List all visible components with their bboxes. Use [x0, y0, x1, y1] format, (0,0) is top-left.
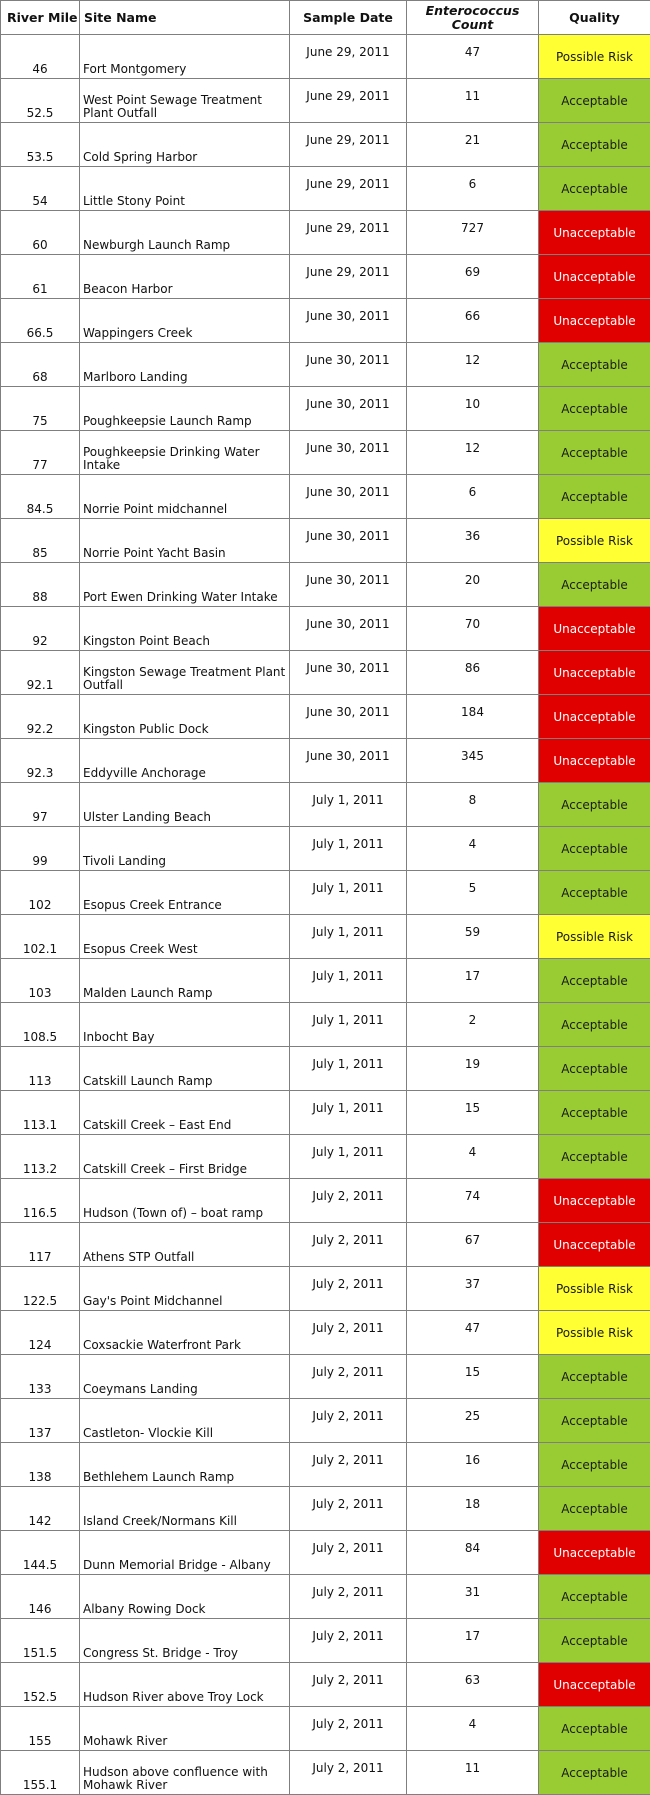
enterococcus-count-cell: 25 — [407, 1399, 539, 1443]
header-row — [1, 1, 650, 35]
site-name-cell: Castleton- Vlockie Kill — [80, 1399, 290, 1443]
site-name-cell: Norrie Point midchannel — [80, 475, 290, 519]
site-name-cell: Beacon Harbor — [80, 255, 290, 299]
enterococcus-count-cell: 69 — [407, 255, 539, 299]
table-row — [1, 651, 650, 695]
river-mile-cell: 138 — [1, 1443, 80, 1487]
table-row — [1, 35, 650, 79]
sample-date-cell: June 30, 2011 — [290, 431, 407, 475]
river-mile-cell: 116.5 — [1, 1179, 80, 1223]
site-name-cell: Poughkeepsie Launch Ramp — [80, 387, 290, 431]
quality-cell: Acceptable — [539, 959, 650, 1003]
sample-date-cell: July 1, 2011 — [290, 1003, 407, 1047]
river-mile-cell: 92.1 — [1, 651, 80, 695]
sample-date-cell: July 2, 2011 — [290, 1707, 407, 1751]
enterococcus-count-cell: 4 — [407, 827, 539, 871]
quality-cell: Unacceptable — [539, 255, 650, 299]
table-row — [1, 1399, 650, 1443]
enterococcus-count-cell: 36 — [407, 519, 539, 563]
quality-cell: Acceptable — [539, 1575, 650, 1619]
sample-date-cell: June 29, 2011 — [290, 123, 407, 167]
table-row — [1, 827, 650, 871]
quality-cell: Acceptable — [539, 827, 650, 871]
table-row — [1, 1619, 650, 1663]
sample-date-cell: June 30, 2011 — [290, 563, 407, 607]
enterococcus-count-cell: 10 — [407, 387, 539, 431]
site-name-cell: Newburgh Launch Ramp — [80, 211, 290, 255]
river-mile-cell: 85 — [1, 519, 80, 563]
table-row — [1, 783, 650, 827]
enterococcus-count-cell: 15 — [407, 1355, 539, 1399]
sample-date-cell: July 1, 2011 — [290, 871, 407, 915]
table-row — [1, 475, 650, 519]
site-name-cell: West Point Sewage Treatment Plant Outfall — [80, 79, 290, 123]
quality-cell: Possible Risk — [539, 1267, 650, 1311]
table-row — [1, 1223, 650, 1267]
table-row — [1, 211, 650, 255]
quality-cell: Acceptable — [539, 475, 650, 519]
sample-date-cell: July 2, 2011 — [290, 1311, 407, 1355]
quality-cell: Unacceptable — [539, 1531, 650, 1575]
site-name-cell: Bethlehem Launch Ramp — [80, 1443, 290, 1487]
enterococcus-count-cell: 47 — [407, 1311, 539, 1355]
river-mile-cell: 113 — [1, 1047, 80, 1091]
quality-cell: Acceptable — [539, 167, 650, 211]
site-name-cell: Fort Montgomery — [80, 35, 290, 79]
sample-date-cell: July 2, 2011 — [290, 1487, 407, 1531]
header-site-name: Site Name — [80, 1, 290, 35]
sample-date-cell: July 1, 2011 — [290, 1047, 407, 1091]
table-row — [1, 343, 650, 387]
site-name-cell: Catskill Creek – First Bridge — [80, 1135, 290, 1179]
enterococcus-count-cell: 84 — [407, 1531, 539, 1575]
table-row — [1, 1003, 650, 1047]
quality-cell: Acceptable — [539, 1091, 650, 1135]
quality-cell: Acceptable — [539, 1355, 650, 1399]
river-mile-cell: 77 — [1, 431, 80, 475]
table-row — [1, 871, 650, 915]
river-mile-cell: 122.5 — [1, 1267, 80, 1311]
table-row — [1, 1267, 650, 1311]
site-name-cell: Dunn Memorial Bridge - Albany — [80, 1531, 290, 1575]
sample-date-cell: July 2, 2011 — [290, 1223, 407, 1267]
enterococcus-count-cell: 37 — [407, 1267, 539, 1311]
river-mile-cell: 92.2 — [1, 695, 80, 739]
header-enterococcus-count — [407, 1, 539, 35]
quality-cell: Acceptable — [539, 1487, 650, 1531]
sample-date-cell: July 2, 2011 — [290, 1619, 407, 1663]
sample-date-cell: June 30, 2011 — [290, 651, 407, 695]
enterococcus-count-cell: 31 — [407, 1575, 539, 1619]
river-mile-cell: 84.5 — [1, 475, 80, 519]
table-row — [1, 607, 650, 651]
sample-date-cell: June 30, 2011 — [290, 299, 407, 343]
site-name-cell: Catskill Creek – East End — [80, 1091, 290, 1135]
enterococcus-count-cell: 345 — [407, 739, 539, 783]
quality-cell: Acceptable — [539, 1443, 650, 1487]
sample-date-cell: June 30, 2011 — [290, 607, 407, 651]
table-row — [1, 1179, 650, 1223]
table-row — [1, 167, 650, 211]
quality-cell: Acceptable — [539, 1399, 650, 1443]
table-row — [1, 1707, 650, 1751]
sample-date-cell: June 29, 2011 — [290, 79, 407, 123]
sample-date-cell: June 30, 2011 — [290, 739, 407, 783]
header-sample-date: Sample Date — [290, 1, 407, 35]
enterococcus-count-cell: 70 — [407, 607, 539, 651]
river-mile-cell: 68 — [1, 343, 80, 387]
quality-cell: Unacceptable — [539, 211, 650, 255]
table-row — [1, 1443, 650, 1487]
quality-cell: Unacceptable — [539, 607, 650, 651]
river-mile-cell: 117 — [1, 1223, 80, 1267]
river-mile-cell: 60 — [1, 211, 80, 255]
table-row — [1, 563, 650, 607]
enterococcus-count-cell: 11 — [407, 79, 539, 123]
enterococcus-count-cell: 19 — [407, 1047, 539, 1091]
table-row — [1, 1663, 650, 1707]
river-mile-cell: 97 — [1, 783, 80, 827]
site-name-cell: Hudson above confluence with Mohawk River — [80, 1751, 290, 1795]
sample-date-cell: July 2, 2011 — [290, 1443, 407, 1487]
sample-date-cell: June 29, 2011 — [290, 255, 407, 299]
header-count-line2: Count — [452, 17, 494, 32]
river-mile-cell: 113.2 — [1, 1135, 80, 1179]
river-mile-cell: 92 — [1, 607, 80, 651]
enterococcus-count-cell: 12 — [407, 431, 539, 475]
sample-date-cell: July 2, 2011 — [290, 1663, 407, 1707]
river-mile-cell: 137 — [1, 1399, 80, 1443]
site-name-cell: Kingston Public Dock — [80, 695, 290, 739]
quality-cell: Acceptable — [539, 343, 650, 387]
sample-date-cell: July 1, 2011 — [290, 783, 407, 827]
enterococcus-count-cell: 20 — [407, 563, 539, 607]
sample-date-cell: July 2, 2011 — [290, 1179, 407, 1223]
table-row — [1, 1047, 650, 1091]
site-name-cell: Malden Launch Ramp — [80, 959, 290, 1003]
enterococcus-count-cell: 67 — [407, 1223, 539, 1267]
table-row — [1, 915, 650, 959]
sample-date-cell: July 1, 2011 — [290, 827, 407, 871]
river-mile-cell: 108.5 — [1, 1003, 80, 1047]
quality-cell: Acceptable — [539, 563, 650, 607]
river-mile-cell: 155 — [1, 1707, 80, 1751]
sample-date-cell: June 30, 2011 — [290, 519, 407, 563]
quality-cell: Possible Risk — [539, 1311, 650, 1355]
site-name-cell: Esopus Creek Entrance — [80, 871, 290, 915]
enterococcus-count-cell: 59 — [407, 915, 539, 959]
table-row — [1, 387, 650, 431]
quality-cell: Acceptable — [539, 871, 650, 915]
river-mile-cell: 102 — [1, 871, 80, 915]
table-row — [1, 959, 650, 1003]
site-name-cell: Kingston Point Beach — [80, 607, 290, 651]
enterococcus-count-cell: 63 — [407, 1663, 539, 1707]
river-mile-cell: 152.5 — [1, 1663, 80, 1707]
river-mile-cell: 133 — [1, 1355, 80, 1399]
table-row — [1, 1311, 650, 1355]
quality-cell: Acceptable — [539, 1707, 650, 1751]
table-row — [1, 79, 650, 123]
table-row — [1, 519, 650, 563]
header-quality: Quality — [539, 1, 650, 35]
enterococcus-count-cell: 86 — [407, 651, 539, 695]
table-row — [1, 1575, 650, 1619]
river-mile-cell: 53.5 — [1, 123, 80, 167]
enterococcus-count-cell: 12 — [407, 343, 539, 387]
enterococcus-count-cell: 5 — [407, 871, 539, 915]
table-row — [1, 1135, 650, 1179]
river-mile-cell: 66.5 — [1, 299, 80, 343]
enterococcus-count-cell: 11 — [407, 1751, 539, 1795]
table-row — [1, 1751, 650, 1795]
enterococcus-count-cell: 66 — [407, 299, 539, 343]
quality-cell: Possible Risk — [539, 519, 650, 563]
quality-cell: Possible Risk — [539, 35, 650, 79]
site-name-cell: Coeymans Landing — [80, 1355, 290, 1399]
river-mile-cell: 61 — [1, 255, 80, 299]
enterococcus-count-cell: 47 — [407, 35, 539, 79]
river-mile-cell: 142 — [1, 1487, 80, 1531]
enterococcus-count-cell: 8 — [407, 783, 539, 827]
quality-cell: Unacceptable — [539, 1223, 650, 1267]
enterococcus-count-cell: 2 — [407, 1003, 539, 1047]
river-mile-cell: 144.5 — [1, 1531, 80, 1575]
river-mile-cell: 54 — [1, 167, 80, 211]
enterococcus-count-cell: 184 — [407, 695, 539, 739]
river-mile-cell: 146 — [1, 1575, 80, 1619]
site-name-cell: Tivoli Landing — [80, 827, 290, 871]
river-mile-cell: 102.1 — [1, 915, 80, 959]
site-name-cell: Hudson (Town of) – boat ramp — [80, 1179, 290, 1223]
quality-cell: Acceptable — [539, 1003, 650, 1047]
site-name-cell: Wappingers Creek — [80, 299, 290, 343]
sample-date-cell: June 29, 2011 — [290, 35, 407, 79]
quality-cell: Unacceptable — [539, 299, 650, 343]
sample-date-cell: June 30, 2011 — [290, 343, 407, 387]
quality-cell: Acceptable — [539, 783, 650, 827]
river-mile-cell: 155.1 — [1, 1751, 80, 1795]
enterococcus-count-cell: 4 — [407, 1135, 539, 1179]
quality-cell: Acceptable — [539, 1135, 650, 1179]
table-row — [1, 695, 650, 739]
sample-date-cell: July 1, 2011 — [290, 1091, 407, 1135]
site-name-cell: Hudson River above Troy Lock — [80, 1663, 290, 1707]
sample-date-cell: July 1, 2011 — [290, 959, 407, 1003]
sample-date-cell: June 30, 2011 — [290, 387, 407, 431]
quality-cell: Acceptable — [539, 1047, 650, 1091]
table-row — [1, 739, 650, 783]
quality-cell: Acceptable — [539, 79, 650, 123]
enterococcus-count-cell: 74 — [407, 1179, 539, 1223]
sample-date-cell: July 1, 2011 — [290, 915, 407, 959]
site-name-cell: Kingston Sewage Treatment Plant Outfall — [80, 651, 290, 695]
river-mile-cell: 92.3 — [1, 739, 80, 783]
site-name-cell: Norrie Point Yacht Basin — [80, 519, 290, 563]
enterococcus-count-cell: 15 — [407, 1091, 539, 1135]
site-name-cell: Poughkeepsie Drinking Water Intake — [80, 431, 290, 475]
table-row — [1, 1355, 650, 1399]
enterococcus-count-cell: 6 — [407, 167, 539, 211]
sample-date-cell: July 2, 2011 — [290, 1531, 407, 1575]
site-name-cell: Little Stony Point — [80, 167, 290, 211]
site-name-cell: Island Creek/Normans Kill — [80, 1487, 290, 1531]
enterococcus-count-cell: 18 — [407, 1487, 539, 1531]
site-name-cell: Congress St. Bridge - Troy — [80, 1619, 290, 1663]
quality-cell: Unacceptable — [539, 1663, 650, 1707]
quality-cell: Unacceptable — [539, 739, 650, 783]
quality-cell: Acceptable — [539, 123, 650, 167]
quality-cell: Acceptable — [539, 431, 650, 475]
river-mile-cell: 75 — [1, 387, 80, 431]
site-name-cell: Esopus Creek West — [80, 915, 290, 959]
site-name-cell: Ulster Landing Beach — [80, 783, 290, 827]
site-name-cell: Albany Rowing Dock — [80, 1575, 290, 1619]
site-name-cell: Inbocht Bay — [80, 1003, 290, 1047]
river-mile-cell: 103 — [1, 959, 80, 1003]
sample-date-cell: July 1, 2011 — [290, 1135, 407, 1179]
quality-cell: Possible Risk — [539, 915, 650, 959]
quality-cell: Unacceptable — [539, 1179, 650, 1223]
sample-date-cell: July 2, 2011 — [290, 1267, 407, 1311]
enterococcus-count-cell: 17 — [407, 1619, 539, 1663]
enterococcus-count-cell: 17 — [407, 959, 539, 1003]
sample-date-cell: July 2, 2011 — [290, 1575, 407, 1619]
quality-cell: Unacceptable — [539, 651, 650, 695]
header-river-mile: River Mile — [1, 1, 80, 35]
sample-date-cell: June 30, 2011 — [290, 475, 407, 519]
quality-cell: Unacceptable — [539, 695, 650, 739]
river-mile-cell: 151.5 — [1, 1619, 80, 1663]
site-name-cell: Mohawk River — [80, 1707, 290, 1751]
table-body — [1, 35, 650, 1795]
site-name-cell: Marlboro Landing — [80, 343, 290, 387]
table-row — [1, 255, 650, 299]
header-count-line1: Enterococcus — [426, 3, 520, 18]
table-row — [1, 1487, 650, 1531]
sample-date-cell: July 2, 2011 — [290, 1751, 407, 1795]
enterococcus-count-cell: 16 — [407, 1443, 539, 1487]
river-mile-cell: 88 — [1, 563, 80, 607]
sample-date-cell: June 30, 2011 — [290, 695, 407, 739]
table-row — [1, 123, 650, 167]
quality-cell: Acceptable — [539, 1751, 650, 1795]
enterococcus-count-cell: 4 — [407, 1707, 539, 1751]
quality-cell: Acceptable — [539, 1619, 650, 1663]
site-name-cell: Coxsackie Waterfront Park — [80, 1311, 290, 1355]
table-row — [1, 299, 650, 343]
enterococcus-count-cell: 6 — [407, 475, 539, 519]
site-name-cell: Catskill Launch Ramp — [80, 1047, 290, 1091]
sample-date-cell: July 2, 2011 — [290, 1399, 407, 1443]
enterococcus-count-cell: 727 — [407, 211, 539, 255]
quality-cell: Acceptable — [539, 387, 650, 431]
sample-date-cell: July 2, 2011 — [290, 1355, 407, 1399]
site-name-cell: Cold Spring Harbor — [80, 123, 290, 167]
river-mile-cell: 99 — [1, 827, 80, 871]
site-name-cell: Eddyville Anchorage — [80, 739, 290, 783]
river-mile-cell: 46 — [1, 35, 80, 79]
sample-date-cell: June 29, 2011 — [290, 167, 407, 211]
river-mile-cell: 113.1 — [1, 1091, 80, 1135]
site-name-cell: Port Ewen Drinking Water Intake — [80, 563, 290, 607]
site-name-cell: Athens STP Outfall — [80, 1223, 290, 1267]
table-row — [1, 1531, 650, 1575]
site-name-cell: Gay's Point Midchannel — [80, 1267, 290, 1311]
sample-date-cell: June 29, 2011 — [290, 211, 407, 255]
enterococcus-count-cell: 21 — [407, 123, 539, 167]
table-row — [1, 1091, 650, 1135]
table-row — [1, 431, 650, 475]
river-mile-cell: 52.5 — [1, 79, 80, 123]
river-mile-cell: 124 — [1, 1311, 80, 1355]
